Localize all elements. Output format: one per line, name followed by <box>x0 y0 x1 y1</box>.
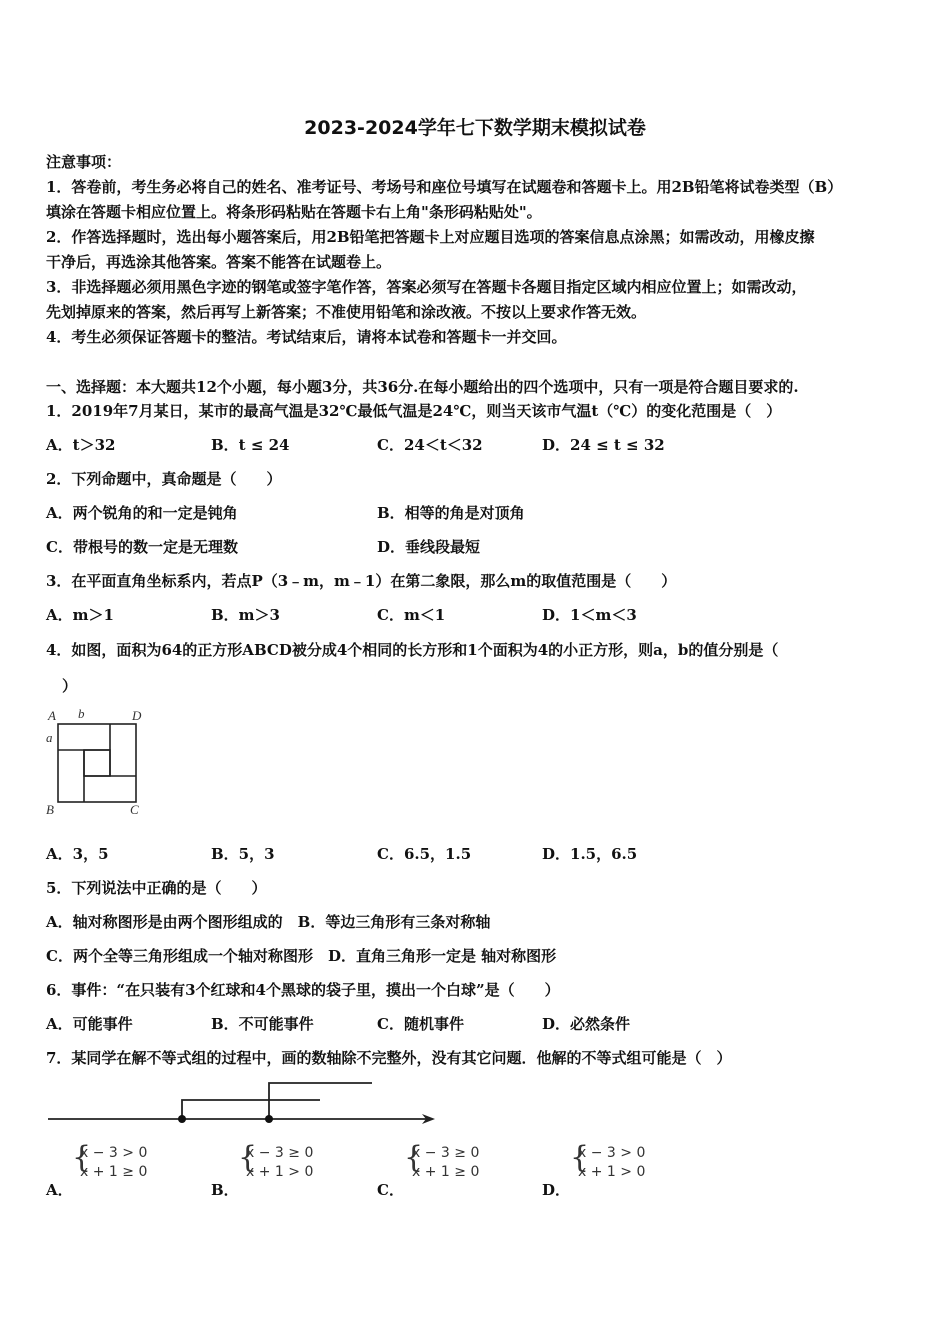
question-4-stem: 4．如图，面积为64的正方形ABCD被分成4个相同的长方形和1个面积为4的小正方形，则a，b的值分别是（ <box>46 641 779 659</box>
inner-square <box>84 750 110 776</box>
question-5-options-ab[interactable]: A．轴对称图形是由两个图形组成的 B．等边三角形有三条对称轴 <box>46 913 491 931</box>
system-line: x − 3 > 0 <box>578 1145 646 1161</box>
label-A: A <box>48 708 56 723</box>
question-6-stem: 6．事件：“在只装有3个红球和4个黑球的袋子里，摸出一个白球”是（ ） <box>46 981 560 999</box>
system-line: x + 1 > 0 <box>578 1164 646 1180</box>
question-2-stem: 2．下列命题中，真命题是（ ） <box>46 470 282 488</box>
question-4-stem-end: ） <box>62 677 78 695</box>
question-5-options-cd[interactable]: C．两个全等三角形组成一个轴对称图形 D．直角三角形一定是 轴对称图形 <box>46 947 557 965</box>
option-b[interactable]: B．t ≤ 24 <box>211 436 290 454</box>
notice-line: 干净后，再选涂其他答案。答案不能答在试题卷上。 <box>46 253 392 271</box>
brace-icon: { <box>570 1140 590 1175</box>
option-a[interactable]: A． <box>46 1181 73 1199</box>
notice-line: 1．答卷前，考生务必将自己的姓名、准考证号、考场号和座位号填写在试题卷和答题卡上。用2B铅笔将试卷类型（B） <box>46 178 843 196</box>
brace-icon: { <box>238 1140 258 1175</box>
option-d[interactable]: D．必然条件 <box>542 1015 631 1033</box>
option-c[interactable]: C． <box>377 1181 404 1199</box>
solution-bracket <box>182 1100 320 1119</box>
option-b[interactable]: B．m＞3 <box>211 606 280 624</box>
option-a[interactable]: A．t＞32 <box>46 436 116 454</box>
notice-heading: 注意事项： <box>46 153 122 171</box>
system-line: x + 1 ≥ 0 <box>412 1164 480 1180</box>
system-line: x − 3 > 0 <box>80 1145 148 1161</box>
number-line-figure <box>40 1076 450 1136</box>
option-a[interactable]: A．m＞1 <box>46 606 114 624</box>
solid-point <box>265 1115 273 1123</box>
label-D: D <box>132 708 142 723</box>
option-b[interactable]: B．不可能事件 <box>211 1015 314 1033</box>
option-a[interactable]: A．可能事件 <box>46 1015 133 1033</box>
system-line: x + 1 > 0 <box>246 1164 314 1180</box>
option-d[interactable]: D．1.5，6.5 <box>542 845 638 863</box>
question-1-stem: 1．2019年7月某日，某市的最高气温是32℃最低气温是24℃，则当天该市气温t（℃）的变化范围是（ ） <box>46 402 782 420</box>
brace-icon: { <box>72 1140 92 1175</box>
system-line: x − 3 ≥ 0 <box>412 1145 480 1161</box>
option-b[interactable]: B．相等的角是对顶角 <box>377 504 525 522</box>
option-d[interactable]: D．24 ≤ t ≤ 32 <box>542 436 665 454</box>
page-title: 2023-2024学年七下数学期末模拟试卷 <box>304 117 646 139</box>
outer-square <box>58 724 136 802</box>
option-c[interactable]: C．6.5，1.5 <box>377 845 472 863</box>
option-c[interactable]: C．带根号的数一定是无理数 <box>46 538 238 556</box>
notice-line: 2．作答选择题时，选出每小题答案后，用2B铅笔把答题卡上对应题目选项的答案信息点涂黑；如需改动，用橡皮擦 <box>46 228 815 246</box>
option-b[interactable]: B．5，3 <box>211 845 275 863</box>
option-d[interactable]: D．垂线段最短 <box>377 538 481 556</box>
option-a[interactable]: A．两个锐角的和一定是钝角 <box>46 504 238 522</box>
option-a[interactable]: A．3，5 <box>46 845 109 863</box>
notice-line: 填涂在答题卡相应位置上。将条形码粘贴在答题卡右上角"条形码粘贴处"。 <box>46 203 542 221</box>
option-d[interactable]: D． <box>542 1181 571 1199</box>
question-7-stem: 7．某同学在解不等式组的过程中，画的数轴除不完整外，没有其它问题．他解的不等式组可能是（ ） <box>46 1049 732 1067</box>
system-line: x − 3 ≥ 0 <box>246 1145 314 1161</box>
label-C: C <box>130 802 139 817</box>
option-b[interactable]: B． <box>211 1181 239 1199</box>
system-line: x + 1 ≥ 0 <box>80 1164 148 1180</box>
option-c[interactable]: C．m＜1 <box>377 606 446 624</box>
option-d[interactable]: D．1＜m＜3 <box>542 606 637 624</box>
notice-line: 4．考生必须保证答题卡的整洁。考试结束后，请将本试卷和答题卡一并交回。 <box>46 328 567 346</box>
brace-icon: { <box>404 1140 424 1175</box>
label-b: b <box>78 706 85 721</box>
notice-line: 先划掉原来的答案，然后再写上新答案；不准使用铅笔和涂改液。不按以上要求作答无效。 <box>46 303 647 321</box>
option-c[interactable]: C．24＜t＜32 <box>377 436 483 454</box>
solution-bracket <box>269 1083 372 1119</box>
section-heading: 一、选择题：本大题共12个小题，每小题3分，共36分.在每小题给出的四个选项中，只有一项是符合题目要求的. <box>46 378 799 396</box>
label-a: a <box>46 730 53 745</box>
label-B: B <box>46 802 54 817</box>
solid-point <box>178 1115 186 1123</box>
notice-line: 3．非选择题必须用黑色字迹的钢笔或签字笔作答，答案必须写在答题卡各题目指定区域内相应位置上；如需改动， <box>46 278 807 296</box>
option-c[interactable]: C．随机事件 <box>377 1015 464 1033</box>
square-figure <box>40 702 160 822</box>
question-5-stem: 5．下列说法中正确的是（ ） <box>46 879 267 897</box>
question-3-stem: 3．在平面直角坐标系内，若点P（3﹣m，m﹣1）在第二象限，那么m的取值范围是（ ） <box>46 572 677 590</box>
